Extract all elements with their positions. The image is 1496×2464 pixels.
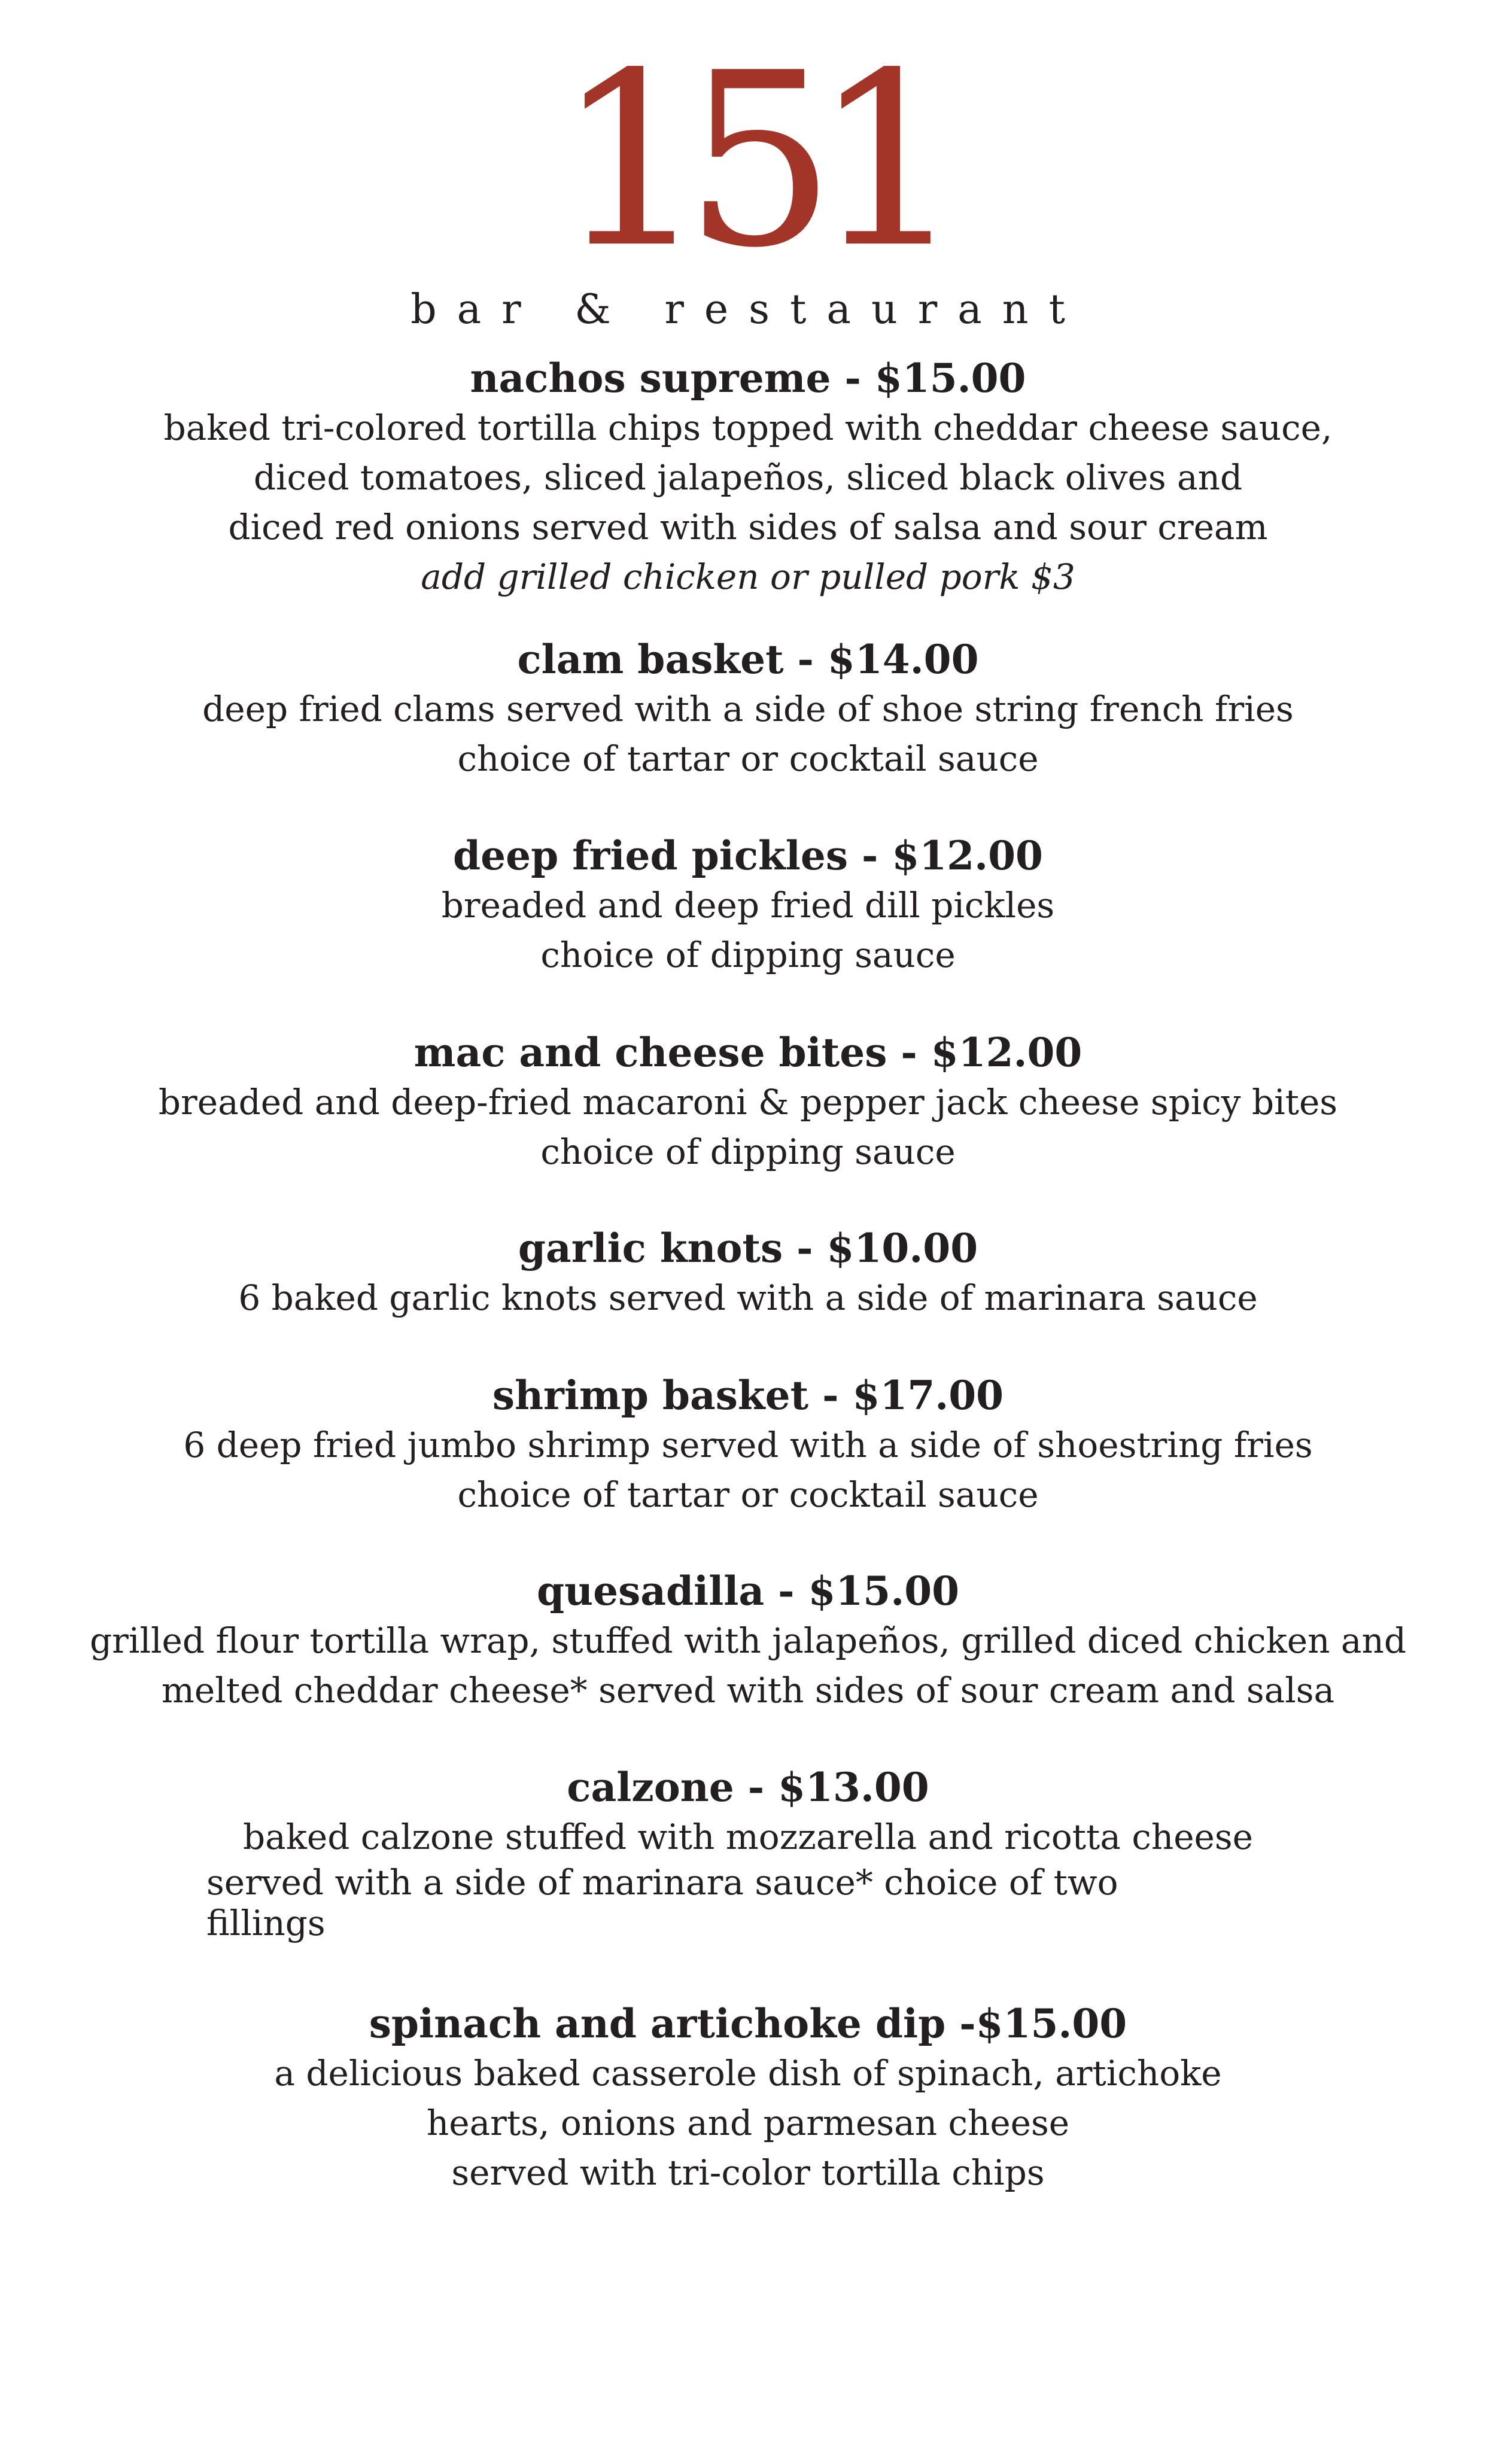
item-description-line: served with tri-color tortilla chips: [451, 2152, 1045, 2193]
item-description-line: 6 deep fried jumbo shrimp served with a side of shoestring fries: [183, 1425, 1313, 1465]
item-title: shrimp basket - $17.00: [492, 1372, 1004, 1419]
item-title: spinach and artichoke dip -$15.00: [369, 2000, 1127, 2047]
item-description-line: fillings: [206, 1903, 326, 1943]
menu-item-mac-and-cheese-bites: [0, 1027, 1496, 1177]
menu-item-calzone: [0, 1762, 1496, 1943]
item-description-line: choice of dipping sauce: [540, 1131, 956, 1172]
menu-item-nachos-supreme: [0, 353, 1496, 602]
logo-number: 151: [555, 22, 941, 300]
item-description-line: diced red onions served with sides of salsa and sour cream: [228, 507, 1268, 547]
item-description-line: choice of tartar or cocktail sauce: [457, 1474, 1039, 1515]
item-title: quesadilla - $15.00: [536, 1568, 960, 1614]
item-description-line: choice of dipping sauce: [540, 935, 956, 975]
item-title: calzone - $13.00: [567, 1764, 929, 1811]
item-title: mac and cheese bites - $12.00: [413, 1029, 1083, 1076]
item-description-line: grilled flour tortilla wrap, stuffed with jalapeños, grilled diced chicken and: [90, 1620, 1406, 1661]
item-addon-note: add grilled chicken or pulled pork $3: [421, 556, 1075, 597]
item-description-line: deep fried clams served with a side of shoe string french fries: [202, 689, 1294, 729]
item-description-line: breaded and deep-fried macaroni & pepper jack cheese spicy bites: [158, 1082, 1338, 1123]
item-title: garlic knots - $10.00: [518, 1225, 978, 1271]
item-description-line: melted cheddar cheese* served with sides of sour cream and salsa: [161, 1670, 1335, 1711]
menu-item-garlic-knots: [0, 1223, 1496, 1323]
logo-tagline: bar & restaurant: [411, 286, 1085, 333]
item-description-line: choice of tartar or cocktail sauce: [457, 738, 1039, 779]
item-description-line: a delicious baked casserole dish of spinach, artichoke: [274, 2053, 1222, 2094]
item-description-line: 6 baked garlic knots served with a side of marinara sauce: [238, 1277, 1258, 1318]
menu-item-deep-fried-pickles: [0, 831, 1496, 980]
item-description-line: baked tri-colored tortilla chips topped with cheddar cheese sauce,: [163, 407, 1333, 448]
menu-item-spinach-artichoke-dip: [0, 1998, 1496, 2198]
item-description-line: baked calzone stuffed with mozzarella and ricotta cheese: [243, 1817, 1253, 1857]
item-title: clam basket - $14.00: [517, 636, 979, 683]
menu-item-quesadilla: [0, 1566, 1496, 1715]
item-description-line: served with a side of marinara sauce* choice of two: [206, 1862, 1118, 1903]
menu-item-clam-basket: [0, 634, 1496, 784]
item-description-line: diced tomatoes, sliced jalapeños, sliced black olives and: [253, 457, 1243, 498]
item-title: nachos supreme - $15.00: [470, 355, 1026, 401]
item-description-line: breaded and deep fried dill pickles: [441, 885, 1055, 926]
menu-item-shrimp-basket: [0, 1370, 1496, 1520]
item-title: deep fried pickles - $12.00: [453, 832, 1043, 879]
item-description-line: hearts, onions and parmesan cheese: [426, 2103, 1070, 2143]
